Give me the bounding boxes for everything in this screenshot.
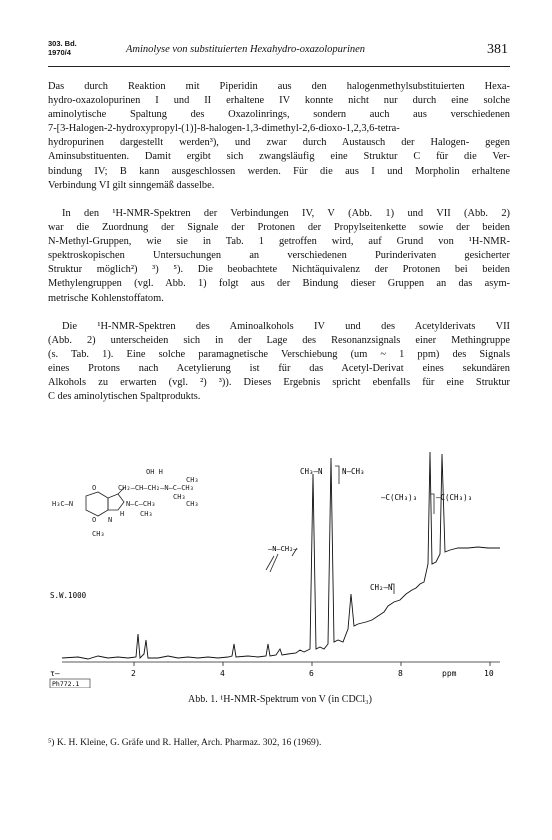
text-line: Aminsubstituenten. Damit ergibt sich zwangsläufig eine Struktur C für die Ver- (48, 151, 510, 163)
text-line: war die Zuordnung der Signale der Protonen der Propylseitenkette sowie der beiden (48, 222, 510, 234)
volume-number: 303. Bd. (48, 39, 77, 48)
structure-o-bottom: O (92, 516, 97, 524)
text-line: metrische Kohlenstoffatom. (48, 292, 164, 304)
text-line: 7-[3-Halogen-2-hydroxypropyl-(1)]-8-halogen-1,3-dimethyl-2,6-dioxo-1,2,3,6-tetra- (48, 123, 400, 135)
structure-oh-h: OH H (146, 468, 163, 476)
label-cch3-left: –C(CH₃)₃ (381, 493, 418, 502)
nmr-spectrum (48, 444, 510, 688)
label-fragment: –N–CH₂– (268, 545, 298, 553)
text-line: Verbindung VI gilt sinngemäß dasselbe. (48, 179, 215, 191)
text-line: N-Methyl-Gruppen, wie sie in Tab. 1 getroffen wird, auf Grund von ¹H-NMR- (48, 236, 510, 248)
structure-ch3-side: CH₃ (140, 510, 153, 518)
structure-o-top: O (92, 484, 97, 492)
tick-10: 10 (484, 669, 494, 678)
nmr-figure (48, 444, 510, 688)
figure-caption: Abb. 1. ¹H-NMR-Spektrum von V (in CDCl₃) (188, 694, 372, 705)
text-line: (Abb. 2) unterscheiden sich in der Lage des Resonanzsignals einer Methingruppe (48, 335, 510, 347)
tick-8: 8 (398, 669, 403, 678)
text-line: (s. Tab. 1). Eine solche paramagnetische Verschiebung (um ~ 1 ppm) des Signals (48, 349, 510, 361)
ph-label: Ph772.1 (52, 680, 80, 688)
text-line: aminolytische Spaltung des Oxazolinrings, sondern auch aus verschiedenen (48, 109, 510, 121)
text-line: In den ¹H-NMR-Spektren der Verbindungen IV, V (Abb. 1) und VII (Abb. 2) (62, 208, 510, 219)
structure-ch3-under1: CH₃ (173, 493, 186, 501)
text-line: hydropurinen dargestellt werden³), und zwar durch Austausch der Halogen- gegen (48, 137, 510, 149)
text-line: hydro-oxazolopurinen I und II erhaltene IV konnte nicht nur durch eine solche (48, 95, 510, 107)
text-line: eines Protons nach Acetylierung ist für das Acetyl-Derivat eines sekundären (48, 363, 510, 375)
label-cch3-right: –C(CH₃)₃ (436, 493, 473, 502)
axis-tick-marks (134, 662, 490, 666)
tick-6: 6 (309, 669, 314, 678)
structure-ring-n: N (108, 516, 113, 524)
text-line: Struktur möglich²) ³) ⁵). Die beobachtete Nichtäquivalenz der Protonen bei beiden (48, 264, 510, 276)
text-line: Alkohols zu erwarten (vgl. ²) ³)). Dieses Ergebnis spricht ebenfalls für eine Struktur (48, 377, 510, 389)
running-title: Aminolyse von substituierten Hexahydro-oxazolopurinen (126, 44, 366, 55)
label-brackets (335, 466, 434, 594)
page-header (48, 40, 510, 67)
label-nch3-left: CH₃–N (300, 467, 323, 476)
tick-4: 4 (220, 669, 225, 678)
structure-chain: CH₂–CH–CH₂–N–C–CH₃ (118, 484, 194, 492)
volume-year: 1970/4 (48, 47, 71, 57)
structure-ch3-top: CH₃ (186, 476, 199, 484)
text-line: Methylengruppen (vgl. Abb. 1) folgt aus der Bindung dieser Gruppen an das asym- (48, 278, 510, 290)
ppm-label: ppm (442, 669, 457, 678)
text-line: Die ¹H-NMR-Spektren des Aminoalkohols IV und des Acetylderivats VII (62, 321, 510, 332)
page-number: 381 (487, 42, 508, 57)
label-ch2n: CH₂–N (370, 583, 393, 592)
text-line: spektroskopischen Untersuchungen an verschiedenen Purinderivaten gesicherter (48, 250, 510, 262)
tick-2: 2 (131, 669, 136, 678)
structure-ch3-under2: CH₃ (186, 500, 199, 508)
structure-n-side: N–C–CH₃ (126, 500, 156, 508)
paragraph-2 (48, 207, 510, 306)
text-line: bindung IV; B kann ausgeschlossen werden. Für die aus I und Morpholin erhaltene (48, 165, 510, 177)
text-line: C des aminolytischen Spaltprodukts. (48, 391, 201, 403)
footnote: ⁵) K. H. Kleine, G. Gräfe und R. Haller, Arch. Pharmaz. 302, 16 (1969). (48, 738, 322, 748)
label-nch3-right: N–CH₃ (342, 467, 365, 476)
structure-ring-left: H₃C–N (52, 500, 74, 508)
tau-label: τ– (50, 669, 60, 678)
structure-ch3-bottom: CH₃ (92, 530, 105, 538)
volume-info (48, 40, 77, 57)
axis-ticks (131, 669, 494, 678)
paragraph-1 (48, 80, 510, 193)
text-line: Das durch Reaktion mit Piperidin aus den halogenmethylsubstituierten Hexa- (48, 81, 510, 92)
paragraph-3 (48, 320, 510, 405)
sw-label: S.W.1000 (50, 591, 87, 600)
structure-h-side: H (120, 510, 125, 518)
chemical-structure (52, 468, 199, 538)
